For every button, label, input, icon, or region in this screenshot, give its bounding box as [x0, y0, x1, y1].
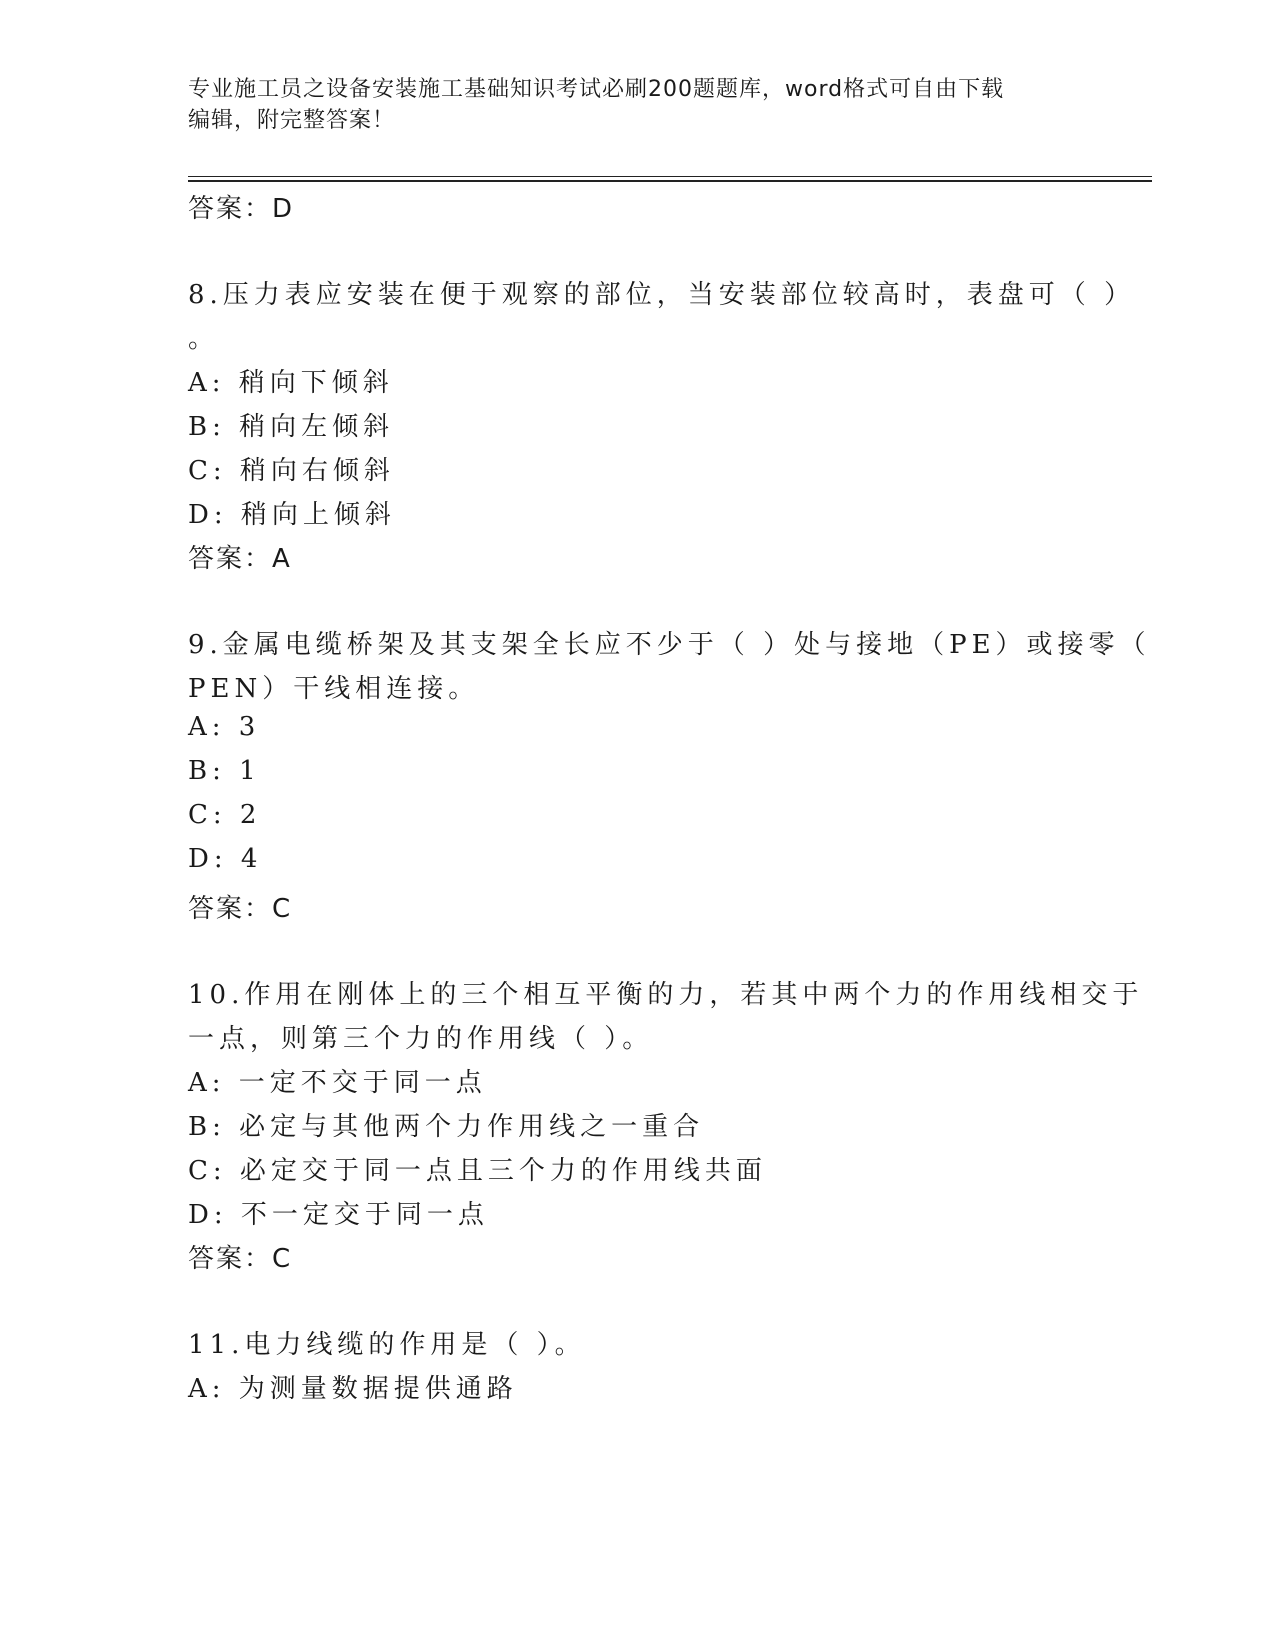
option-line: B: 1	[188, 756, 261, 786]
option-line: B: 必定与其他两个力作用线之一重合	[188, 1112, 705, 1142]
answer-line: 答案：C	[188, 894, 293, 924]
option-line: D: 不一定交于同一点	[188, 1200, 489, 1230]
question-text: 11.电力线缆的作用是（ ）。	[188, 1330, 586, 1360]
question-text: 10.作用在刚体上的三个相互平衡的力，若其中两个力的作用线相交于	[188, 980, 1144, 1010]
document-header	[188, 74, 1088, 136]
option-line: B: 稍向左倾斜	[188, 412, 395, 442]
option-line: D: 4	[188, 844, 263, 874]
option-line: C: 稍向右倾斜	[188, 456, 395, 486]
answer-line: 答案：C	[188, 1244, 293, 1274]
header-line-2: 编辑，附完整答案！	[188, 108, 396, 133]
question-text: 9.金属电缆桥架及其支架全长应不少于（ ）处与接地（PE）或接零（	[188, 630, 1151, 660]
question-text-continued: 。	[188, 324, 220, 354]
header-line-1: 专业施工员之设备安装施工基础知识考试必刷200题题库，word格式可自由下载	[188, 77, 1005, 102]
answer-line: 答案：A	[188, 544, 292, 574]
option-line: A: 3	[188, 712, 261, 742]
question-text-continued: PEN）干线相连接。	[188, 674, 480, 704]
option-line: A: 为测量数据提供通路	[188, 1374, 518, 1404]
option-line: A: 一定不交于同一点	[188, 1068, 487, 1098]
question-text: 8.压力表应安装在便于观察的部位，当安装部位较高时，表盘可（ ）	[188, 280, 1136, 310]
question-text-continued: 一点，则第三个力的作用线（ ）。	[188, 1024, 654, 1054]
option-line: D: 稍向上倾斜	[188, 500, 396, 530]
option-line: C: 必定交于同一点且三个力的作用线共面	[188, 1156, 767, 1186]
header-divider-thick	[188, 180, 1152, 182]
option-line: C: 2	[188, 800, 262, 830]
answer-line: 答案：D	[188, 194, 295, 224]
header-divider-thin	[188, 176, 1152, 177]
option-line: A: 稍向下倾斜	[188, 368, 394, 398]
